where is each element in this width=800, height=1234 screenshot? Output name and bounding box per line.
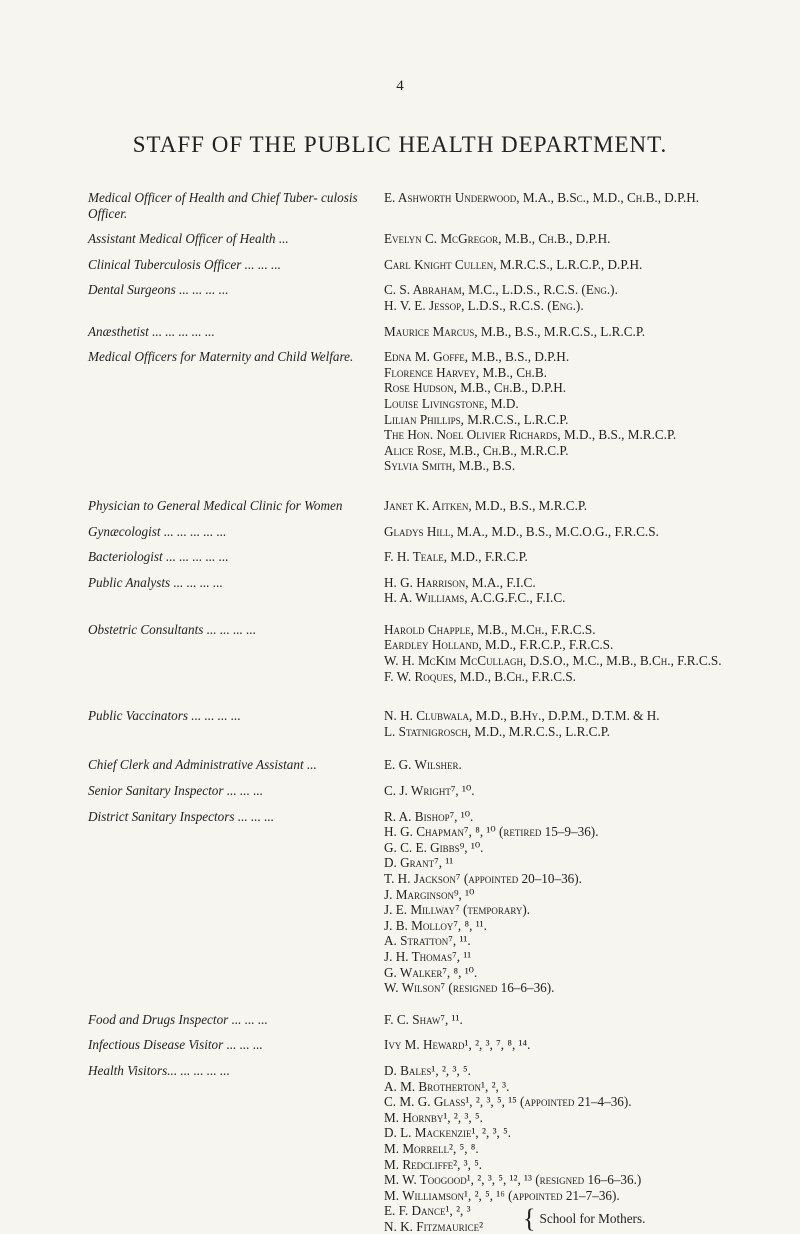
staff-name: D. Grant⁷, ¹¹ xyxy=(384,855,454,871)
staff-row xyxy=(88,1037,728,1053)
staff-row xyxy=(88,575,728,606)
staff-name: A. Stratton⁷, ¹¹. xyxy=(384,933,471,949)
staff-name: T. H. Jackson⁷ (appointed 20–10–36). xyxy=(384,871,582,886)
staff-name: J. B. Molloy⁷, ⁸, ¹¹. xyxy=(384,917,487,933)
staff-name: Janet K. Aitken, M.D., B.S., M.R.C.P. xyxy=(384,497,588,513)
staff-name: A. M. Brotherton¹, ², ³. xyxy=(384,1078,510,1094)
page-number: 4 xyxy=(396,78,404,94)
staff-name: J. Marginson⁹, ¹⁰ xyxy=(384,886,475,902)
role-label: Bacteriologist ... ... ... ... ... xyxy=(88,549,229,565)
school-for-mothers-label: School for Mothers. xyxy=(539,1211,646,1227)
staff-name: D. Bales¹, ², ³, ⁵. xyxy=(384,1062,471,1078)
staff-name: H. G. Harrison, M.A., F.I.C. xyxy=(384,574,536,590)
staff-name: C. S. Abraham, M.C., L.D.S., R.C.S. (Eng.). xyxy=(384,282,618,298)
staff-name: L. Statnigrosch, M.D., M.R.C.S., L.R.C.P. xyxy=(384,723,610,739)
staff-name: Sylvia Smith, M.B., B.S. xyxy=(384,458,516,474)
school-for-mothers-group xyxy=(384,1203,728,1234)
staff-list xyxy=(88,190,728,1234)
staff-row xyxy=(88,257,728,273)
staff-name: C. M. G. Glass¹, ², ³, ⁵, ¹⁵ (appointed 21–4–36). xyxy=(384,1094,632,1110)
role-label: Infectious Disease Visitor ... ... ... xyxy=(88,1037,263,1053)
role-label: Assistant Medical Officer of Health ... xyxy=(88,231,289,247)
staff-name: M. Williamson¹, ², ⁵, ¹⁶ (appointed 21–7–36). xyxy=(384,1187,620,1203)
staff-row xyxy=(88,349,728,474)
staff-row xyxy=(88,524,728,540)
role-label: Senior Sanitary Inspector ... ... ... xyxy=(88,783,264,799)
role-label: Public Vaccinators ... ... ... ... xyxy=(88,708,241,724)
staff-name: Lilian Phillips, M.R.C.S., L.R.C.P. xyxy=(384,411,569,427)
role-label: Obstetric Consultants ... ... ... ... xyxy=(88,621,257,637)
staff-name: Rose Hudson, M.B., Ch.B., D.P.H. xyxy=(384,380,567,396)
staff-row xyxy=(88,1012,728,1028)
role-label: Public Analysts ... ... ... ... xyxy=(88,574,223,590)
staff-name: Evelyn C. McGregor, M.B., Ch.B., D.P.H. xyxy=(384,231,611,247)
role-label: Anæsthetist ... ... ... ... ... xyxy=(88,323,215,339)
brace-icon: { xyxy=(523,1203,536,1233)
staff-row xyxy=(88,231,728,247)
staff-row xyxy=(88,549,728,565)
page-title: STAFF OF THE PUBLIC HEALTH DEPARTMENT. xyxy=(132,132,668,157)
staff-name: E. G. Wilsher. xyxy=(384,757,462,773)
staff-name: F. H. Teale, M.D., F.R.C.P. xyxy=(384,549,528,565)
staff-name: Harold Chapple, M.B., M.Ch., F.R.C.S. xyxy=(384,621,596,637)
staff-row xyxy=(88,324,728,340)
staff-name: N. H. Clubwala, M.D., B.Hy., D.P.M., D.T.M. & H. xyxy=(384,708,660,724)
staff-name: C. J. Wright⁷, ¹⁰. xyxy=(384,783,475,799)
staff-name: J. E. Millway⁷ (temporary). xyxy=(384,902,531,918)
staff-row xyxy=(88,1063,728,1234)
staff-row xyxy=(88,708,728,739)
staff-name: E. F. Dance¹, ², ³ xyxy=(384,1203,471,1219)
staff-name: Eardley Holland, M.D., F.R.C.P., F.R.C.S. xyxy=(384,637,614,653)
role-label: Food and Drugs Inspector ... ... ... xyxy=(88,1011,268,1027)
staff-name: M. Hornby¹, ², ³, ⁵. xyxy=(384,1109,483,1125)
staff-name: Carl Knight Cullen, M.R.C.S., L.R.C.P., D.P.H. xyxy=(384,256,643,272)
staff-name: G. C. E. Gibbs⁹, ¹⁰. xyxy=(384,839,484,855)
staff-name: H. A. Williams, A.C.G.F.C., F.I.C. xyxy=(384,590,566,606)
staff-name: Ivy M. Heward¹, ², ³, ⁷, ⁸, ¹⁴. xyxy=(384,1037,531,1053)
staff-name: Gladys Hill, M.A., M.D., B.S., M.C.O.G., F.R.C.S. xyxy=(384,523,659,539)
staff-row xyxy=(88,622,728,684)
staff-name: M. Redcliffe², ³, ⁵. xyxy=(384,1156,483,1172)
staff-name: G. Walker⁷, ⁸, ¹⁰. xyxy=(384,964,478,980)
role-label: District Sanitary Inspectors ... ... ... xyxy=(88,808,275,824)
staff-name: W. Wilson⁷ (resigned 16–6–36). xyxy=(384,980,555,996)
role-label: Gynæcologist ... ... ... ... ... xyxy=(88,523,227,539)
staff-name: R. A. Bishop⁷, ¹⁰. xyxy=(384,808,474,824)
role-label: Clinical Tuberculosis Officer ... ... ... xyxy=(88,256,281,272)
staff-name: M. Morrell², ⁵, ⁸. xyxy=(384,1140,479,1156)
staff-name: W. H. McKim McCullagh, D.S.O., M.C., M.B., B.Ch., F.R.C.S. xyxy=(384,653,722,669)
staff-name: H. V. E. Jessop, L.D.S., R.C.S. (Eng.). xyxy=(384,297,584,313)
staff-name: Edna M. Goffe, M.B., B.S., D.P.H. xyxy=(384,349,570,365)
role-label: Dental Surgeons ... ... ... ... xyxy=(88,282,229,298)
staff-name: Louise Livingstone, M.D. xyxy=(384,395,519,411)
staff-row xyxy=(88,809,728,996)
staff-row xyxy=(88,190,728,221)
staff-name: F. C. Shaw⁷, ¹¹. xyxy=(384,1011,463,1027)
staff-name: H. G. Chapman⁷, ⁸, ¹⁰ (retired 15–9–36). xyxy=(384,824,599,840)
staff-name: Maurice Marcus, M.B., B.S., M.R.C.S., L.R.C.P. xyxy=(384,323,646,339)
staff-row xyxy=(88,282,728,313)
staff-row xyxy=(88,783,728,799)
staff-row xyxy=(88,498,728,514)
staff-names xyxy=(384,190,728,206)
staff-name: D. L. Mackenzie¹, ², ³, ⁵. xyxy=(384,1125,512,1141)
staff-name: Florence Harvey, M.B., Ch.B. xyxy=(384,364,547,380)
staff-name: M. W. Toogood¹, ², ³, ⁵, ¹², ¹³ (resigned 16–6–36.) xyxy=(384,1172,642,1188)
staff-name: F. W. Roques, M.D., B.Ch., F.R.C.S. xyxy=(384,668,576,684)
role-label: Physician to General Medical Clinic for Women xyxy=(88,497,343,513)
staff-name: N. K. Fitzmaurice² xyxy=(384,1218,484,1234)
role-label: Medical Officers for Maternity and Child Welfare. xyxy=(88,349,354,365)
staff-name: Alice Rose, M.B., Ch.B., M.R.C.P. xyxy=(384,442,569,458)
role-label: Medical Officer of Health and Chief Tuber- culosis Officer. xyxy=(88,190,358,221)
staff-row xyxy=(88,757,728,773)
staff-name: E. Ashworth Underwood, M.A., B.Sc., M.D., Ch.B., D.P.H. xyxy=(384,190,700,205)
staff-name: J. H. Thomas⁷, ¹¹ xyxy=(384,948,472,964)
role-label: Chief Clerk and Administrative Assistant ... xyxy=(88,757,317,773)
staff-name: The Hon. Noel Olivier Richards, M.D., B.S., M.R.C.P. xyxy=(384,427,677,443)
role-label: Health Visitors... ... ... ... ... xyxy=(88,1062,230,1078)
